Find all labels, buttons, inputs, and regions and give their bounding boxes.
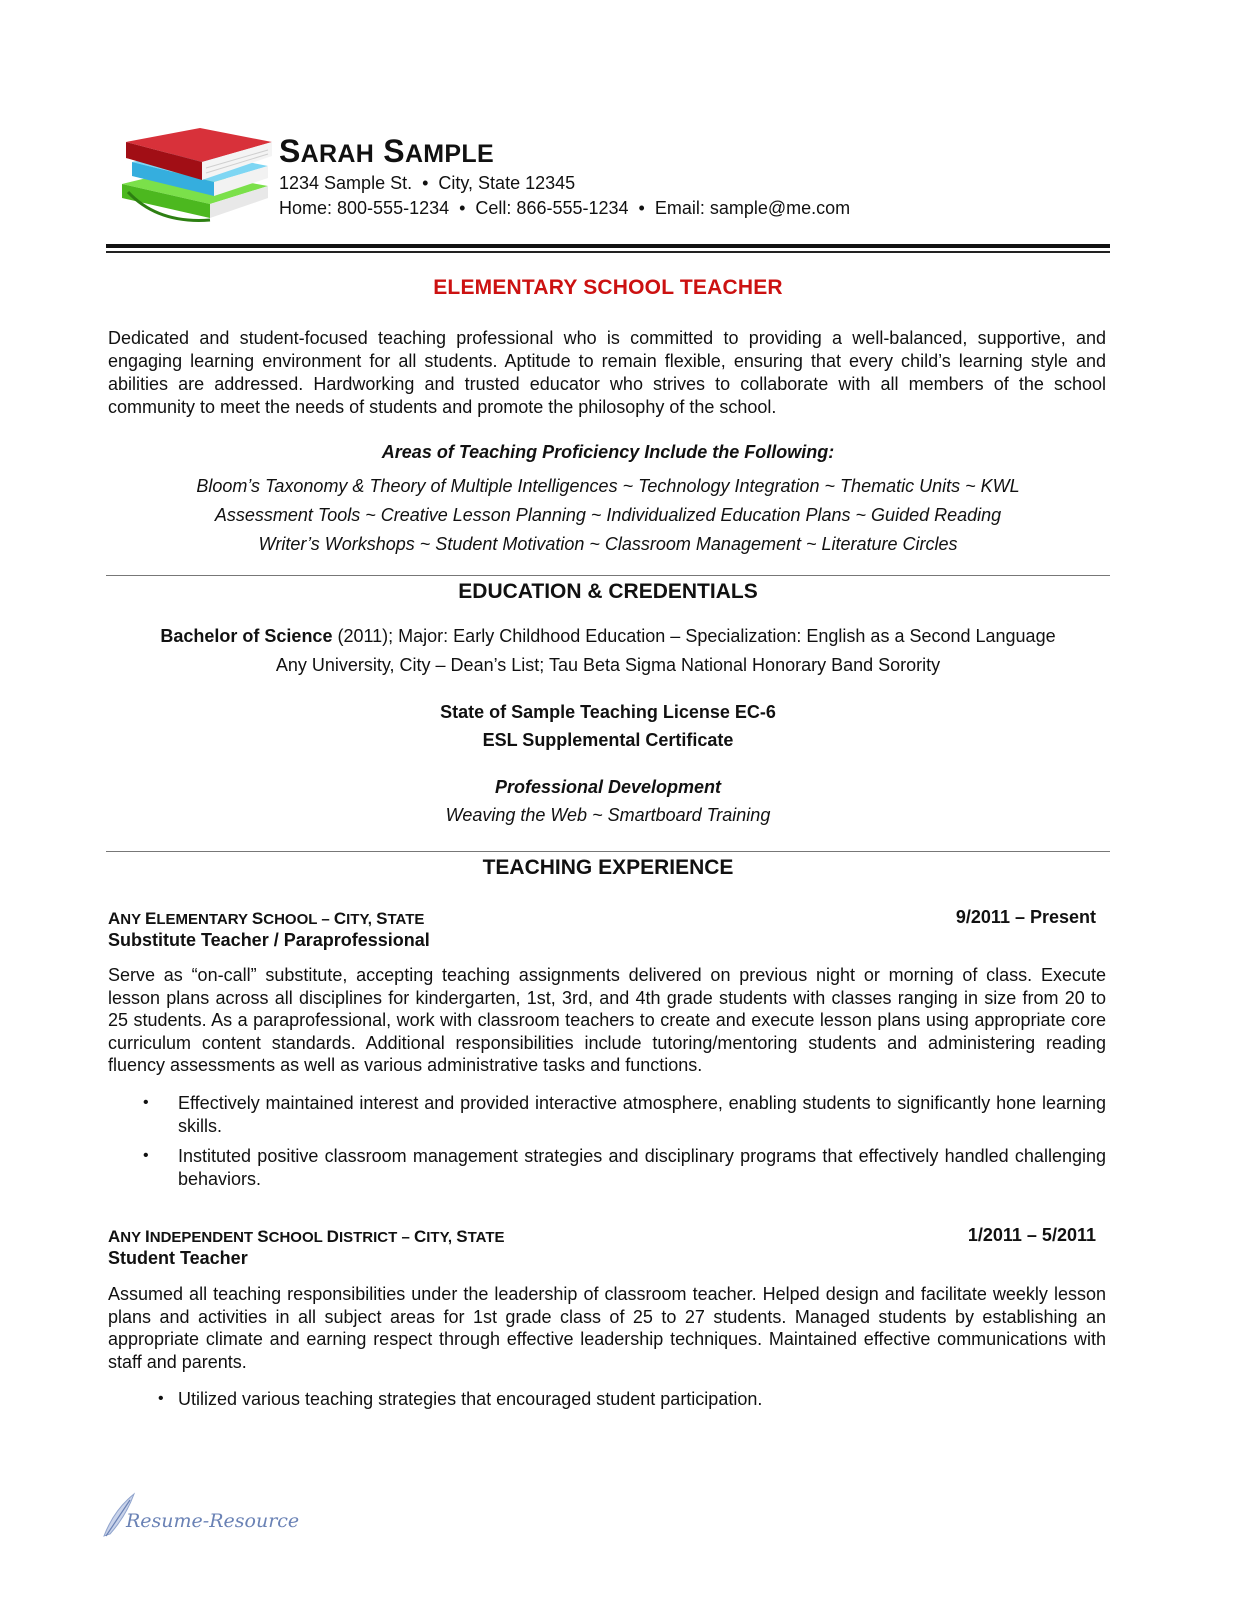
section-divider xyxy=(106,575,1110,576)
license-line: State of Sample Teaching License EC-6 xyxy=(440,702,776,722)
employer-name: ANY INDEPENDENT SCHOOL DISTRICT – CITY, STATE xyxy=(108,1227,505,1246)
books-stack-icon xyxy=(118,122,278,232)
header-divider xyxy=(106,244,1110,248)
job-description: Assumed all teaching responsibilities under the leadership of classroom teacher. Helped design and facilitate weekly lesson plans and activities in all subject areas for 1st grade class of 25 to 27 students. Managed students by establishing an appropriate climate and earning respect through effective leadership techniques. Maintained effective communications with staff and parents. xyxy=(108,1284,1106,1372)
employer-name: ANY ELEMENTARY SCHOOL – CITY, STATE xyxy=(108,909,425,928)
section-divider xyxy=(106,851,1110,852)
job-dates: 1/2011 – 5/2011 xyxy=(967,1225,1096,1245)
bullet-dot: • xyxy=(143,1094,149,1111)
bullet-dot: • xyxy=(143,1147,149,1164)
bullet-dot: • xyxy=(158,1390,164,1407)
address-line: 1234 Sample St. • City, State 12345 xyxy=(279,173,576,193)
job-bullet: Effectively maintained interest and provided interactive atmosphere, enabling students to significantly hone learning skills. xyxy=(178,1093,1106,1136)
job-role: Student Teacher xyxy=(108,1248,248,1268)
job-role: Substitute Teacher / Paraprofessional xyxy=(108,930,430,950)
education-title: EDUCATION & CREDENTIALS xyxy=(458,580,758,603)
job-dates: 9/2011 – Present xyxy=(955,907,1096,927)
school-line: Any University, City – Dean’s List; Tau Beta Sigma National Honorary Band Sorority xyxy=(275,655,941,675)
degree-name: Bachelor of Science xyxy=(160,626,333,646)
degree-details: (2011); Major: Early Childhood Education – Specialization: English as a Second Language xyxy=(332,626,1056,646)
contact-line: Home: 800-555-1234 • Cell: 866-555-1234 • Email: sample@me.com xyxy=(279,198,851,218)
experience-title: TEACHING EXPERIENCE xyxy=(482,856,734,879)
areas-title: Areas of Teaching Proficiency Include the Following: xyxy=(381,442,835,462)
job-bullet: Utilized various teaching strategies that encouraged student participation. xyxy=(178,1389,763,1409)
areas-line: Writer’s Workshops ~ Student Motivation ~ Classroom Management ~ Literature Circles xyxy=(258,534,958,554)
candidate-name: SARAH SAMPLE xyxy=(279,133,494,169)
certificate-line: ESL Supplemental Certificate xyxy=(482,730,734,750)
pd-items: Weaving the Web ~ Smartboard Training xyxy=(445,805,771,825)
areas-line: Assessment Tools ~ Creative Lesson Planning ~ Individualized Education Plans ~ Guided Reading xyxy=(214,505,1002,525)
watermark-text: Resume-Resource xyxy=(126,1510,300,1532)
job-description: Serve as “on-call” substitute, accepting teaching assignments delivered on previous night or morning of class. Execute lesson plans across all disciplines for kindergarten, 1st, 3rd, and 4th grade students with classes ranging in size from 20 to 25 students. As a paraprofessional, work with classroom teachers to create and execute lesson plans using appropriate core curriculum content standards. Additional responsibilities include tutoring/mentoring students and administering reading fluency assessments as well as various administrative tasks and functions. xyxy=(108,965,1106,1075)
header-divider-thin xyxy=(106,251,1110,253)
pd-title: Professional Development xyxy=(494,777,722,797)
objective-title: ELEMENTARY SCHOOL TEACHER xyxy=(433,276,783,299)
summary-paragraph: Dedicated and student-focused teaching professional who is committed to providing a well-balanced, supportive, and engaging learning environment for all students. Aptitude to remain flexible, ensuring that every child’s learning style and abilities are addressed. Hardworking and trusted educator who strives to collaborate with all members of the school community to meet the needs of students and promote the philosophy of the school. xyxy=(108,328,1106,417)
degree-line xyxy=(106,626,1110,647)
areas-line: Bloom’s Taxonomy & Theory of Multiple Intelligences ~ Technology Integration ~ Thematic Units ~ KWL xyxy=(196,476,1020,496)
job-bullet: Instituted positive classroom management strategies and disciplinary programs that effectively handled challenging behaviors. xyxy=(178,1146,1106,1189)
